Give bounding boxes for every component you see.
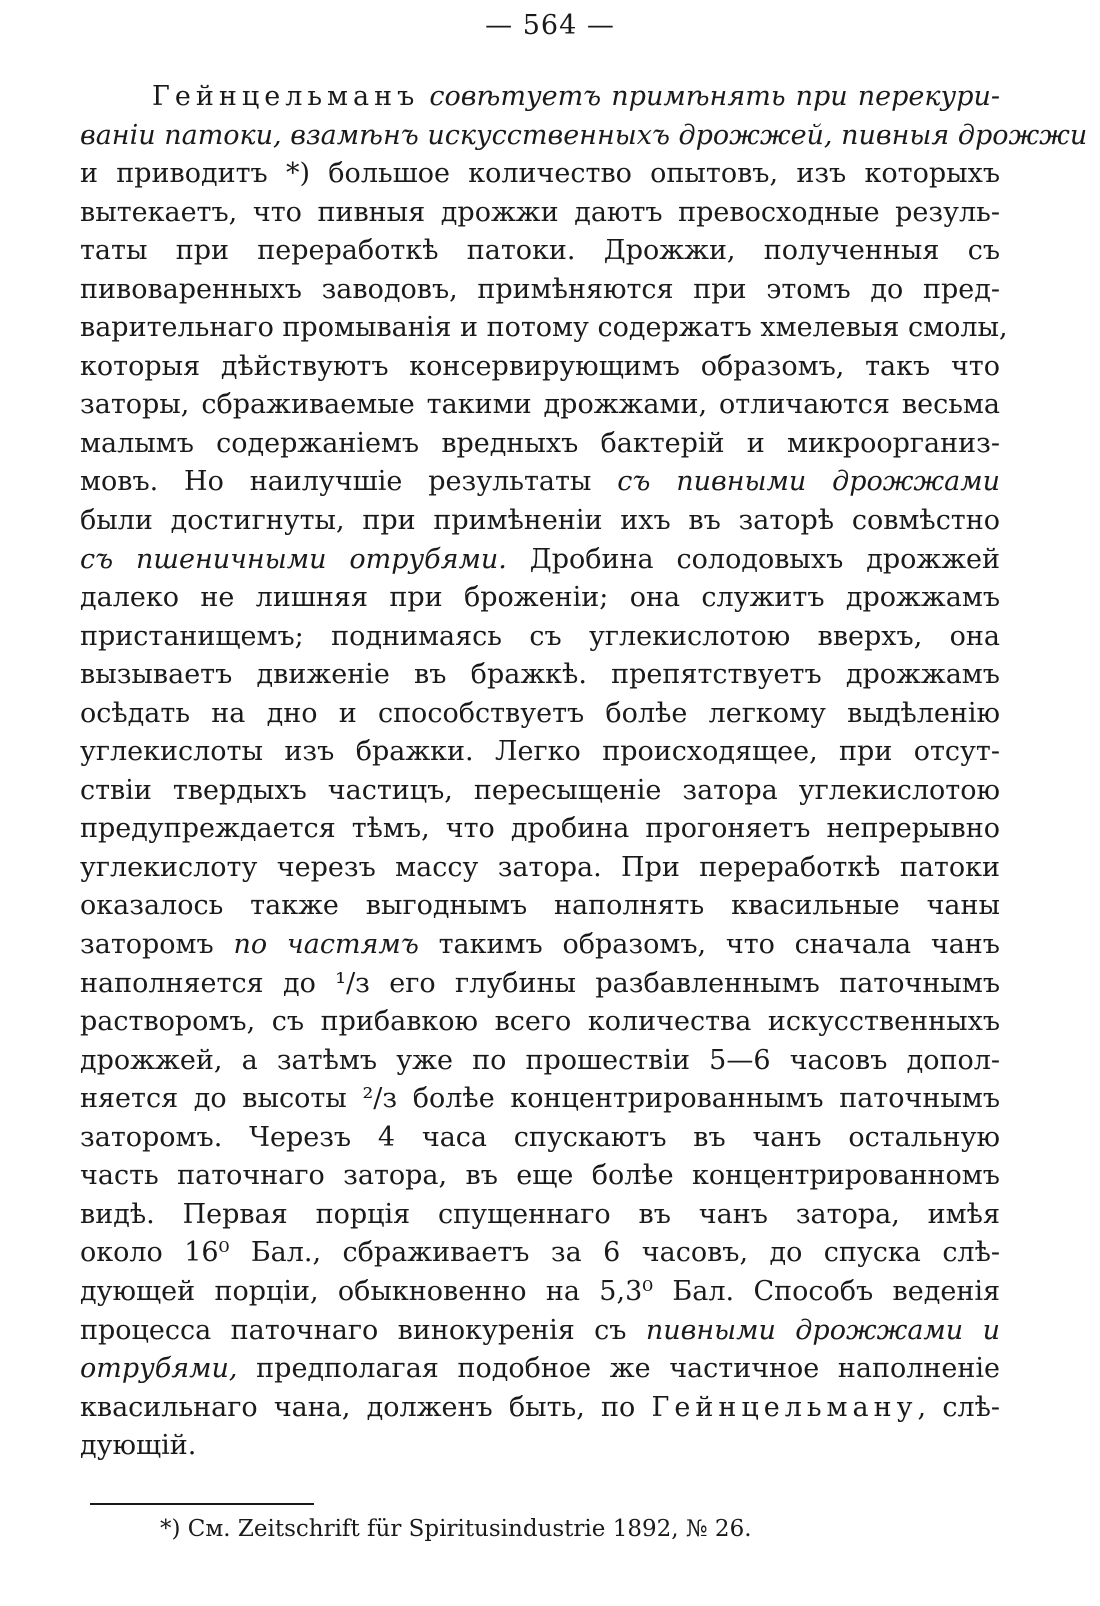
text-segment: углекислоту черезъ массу затора. При переработкѣ патоки	[80, 851, 1000, 883]
text-line	[80, 155, 1000, 194]
text-line	[80, 810, 1000, 849]
text-segment: варительнаго промыванія и потому содержатъ хмелевыя смолы,	[80, 312, 1008, 344]
text-line	[80, 733, 1000, 772]
text-segment: видѣ. Первая порція спущеннаго въ чанъ затора, имѣя	[80, 1198, 1000, 1230]
text-segment: малымъ содержаніемъ вредныхъ бактерій и микроорганиз-	[80, 427, 1000, 459]
text-segment: процесса паточнаго винокуренія съ	[80, 1314, 646, 1346]
text-segment: далеко не лишняя при броженіи; она служитъ дрожжамъ	[80, 582, 1000, 614]
spaced-name: Гейнцельманъ	[152, 81, 420, 112]
text-line	[80, 541, 1000, 580]
text-line	[80, 78, 1000, 117]
text-segment: заторомъ. Черезъ 4 часа спускаютъ въ чанъ остальную	[80, 1121, 1000, 1153]
footnote: *) См. Zeitschrift für Spiritusindustrie 1892, № 26.	[160, 1516, 752, 1542]
text-segment: были достигнуты, при примѣненіи ихъ въ заторѣ совмѣстно	[80, 505, 1000, 537]
text-segment: часть паточнаго затора, въ еще болѣе концентрированномъ	[80, 1160, 1000, 1192]
text-segment: заторомъ	[80, 929, 234, 961]
text-line	[80, 965, 1000, 1004]
text-segment: дующій.	[80, 1430, 197, 1462]
text-line	[80, 1119, 1000, 1158]
text-line	[80, 926, 1000, 965]
text-segment: наполняется до ¹/з его глубины разбавленнымъ паточнымъ	[80, 967, 1000, 999]
italic-phrase: отрубями,	[80, 1353, 238, 1385]
text-segment: таты при переработкѣ патоки. Дрожжи, полученныя съ	[80, 235, 1000, 267]
text-line	[80, 772, 1000, 811]
text-segment	[419, 81, 429, 112]
text-segment: и приводитъ *) большое количество опытовъ, изъ которыхъ	[80, 158, 1000, 190]
text-segment: квасильнаго чана, долженъ быть, по	[80, 1391, 652, 1423]
text-segment: вызываетъ движеніе въ бражкѣ. препятствуетъ дрожжамъ	[80, 659, 1000, 691]
text-line	[80, 1427, 1000, 1466]
text-line	[80, 849, 1000, 888]
text-line	[80, 1273, 1000, 1312]
text-line	[80, 887, 1000, 926]
text-line	[80, 656, 1000, 695]
italic-phrase: съ пшеничными отрубями.	[80, 543, 507, 575]
text-line	[80, 117, 1088, 156]
text-segment: пивоваренныхъ заводовъ, примѣняются при этомъ до пред-	[80, 273, 1000, 305]
footnote-divider	[90, 1503, 314, 1505]
text-line	[80, 1234, 1000, 1273]
italic-phrase: совѣтуетъ примѣнять при перекури-	[429, 81, 1000, 112]
text-line	[80, 1042, 1000, 1081]
text-line	[80, 425, 1000, 464]
text-segment: растворомъ, съ прибавкою всего количества искусственныхъ	[80, 1006, 1000, 1038]
text-segment: которыя дѣйствуютъ консервирующимъ образомъ, такъ что	[80, 350, 1000, 382]
italic-phrase: съ пивными дрожжами	[617, 466, 1000, 498]
text-line	[80, 1080, 1000, 1119]
text-line	[80, 579, 1000, 618]
italic-phrase: по частямъ	[233, 929, 419, 961]
text-line	[80, 194, 1000, 233]
text-line	[80, 386, 1000, 425]
text-line	[80, 502, 1000, 541]
italic-phrase: пивными дрожжами и	[645, 1314, 1000, 1346]
text-segment: мовъ. Но наилучшіе результаты	[80, 466, 618, 498]
text-line	[80, 1350, 1000, 1389]
text-segment: предупреждается тѣмъ, что дробина прогоняетъ непрерывно	[80, 813, 1000, 845]
italic-phrase: ваніи патоки, взамѣнъ искусственныхъ дрожжей, пивныя дрожжи	[80, 119, 1088, 151]
text-line	[80, 348, 1000, 387]
text-segment: дрожжей, а затѣмъ уже по прошествіи 5—6 часовъ допол-	[80, 1044, 1000, 1076]
text-segment: предполагая подобное же частичное наполненіе	[237, 1353, 1000, 1385]
body-text	[80, 78, 1088, 1466]
text-line	[80, 232, 1000, 271]
text-segment: вытекаетъ, что пивныя дрожжи даютъ превосходные резуль-	[80, 196, 1000, 228]
text-segment: около 16⁰ Бал., сбраживаетъ за 6 часовъ, до спуска слѣ-	[80, 1237, 1000, 1269]
text-segment: оказалось также выгоднымъ наполнять квасильные чаны	[80, 890, 1000, 922]
text-line	[80, 695, 1000, 734]
text-segment: углекислоты изъ бражки. Легко происходящее, при отсут-	[80, 736, 1000, 768]
text-segment: Дробина солодовыхъ дрожжей	[506, 543, 1001, 575]
text-line	[80, 1389, 1000, 1428]
text-line	[80, 271, 1000, 310]
spaced-name: Гейнцельману	[651, 1391, 918, 1423]
text-segment: ствіи твердыхъ частицъ, пересыщеніе затора углекислотою	[80, 774, 1000, 806]
page-number: — 564 —	[485, 10, 615, 41]
text-segment: осѣдать на дно и способствуетъ болѣе легкому выдѣленію	[80, 697, 1000, 729]
text-segment: , слѣ-	[917, 1391, 1000, 1423]
text-segment: такимъ образомъ, что сначала чанъ	[418, 929, 1000, 961]
text-line	[80, 1157, 1000, 1196]
text-segment: заторы, сбраживаемые такими дрожжами, отличаются весьма	[80, 389, 1000, 421]
text-line	[80, 1312, 1000, 1351]
text-line	[80, 618, 1000, 657]
text-segment: няется до высоты ²/з болѣе концентрированнымъ паточнымъ	[80, 1083, 1000, 1115]
text-segment: дующей порціи, обыкновенно на 5,3⁰ Бал. Способъ веденія	[80, 1275, 1000, 1307]
text-line	[80, 463, 1000, 502]
text-line	[80, 1003, 1000, 1042]
text-line	[80, 309, 1008, 348]
text-segment: пристанищемъ; поднимаясь съ углекислотою вверхъ, она	[80, 620, 1000, 652]
text-line	[80, 1196, 1000, 1235]
